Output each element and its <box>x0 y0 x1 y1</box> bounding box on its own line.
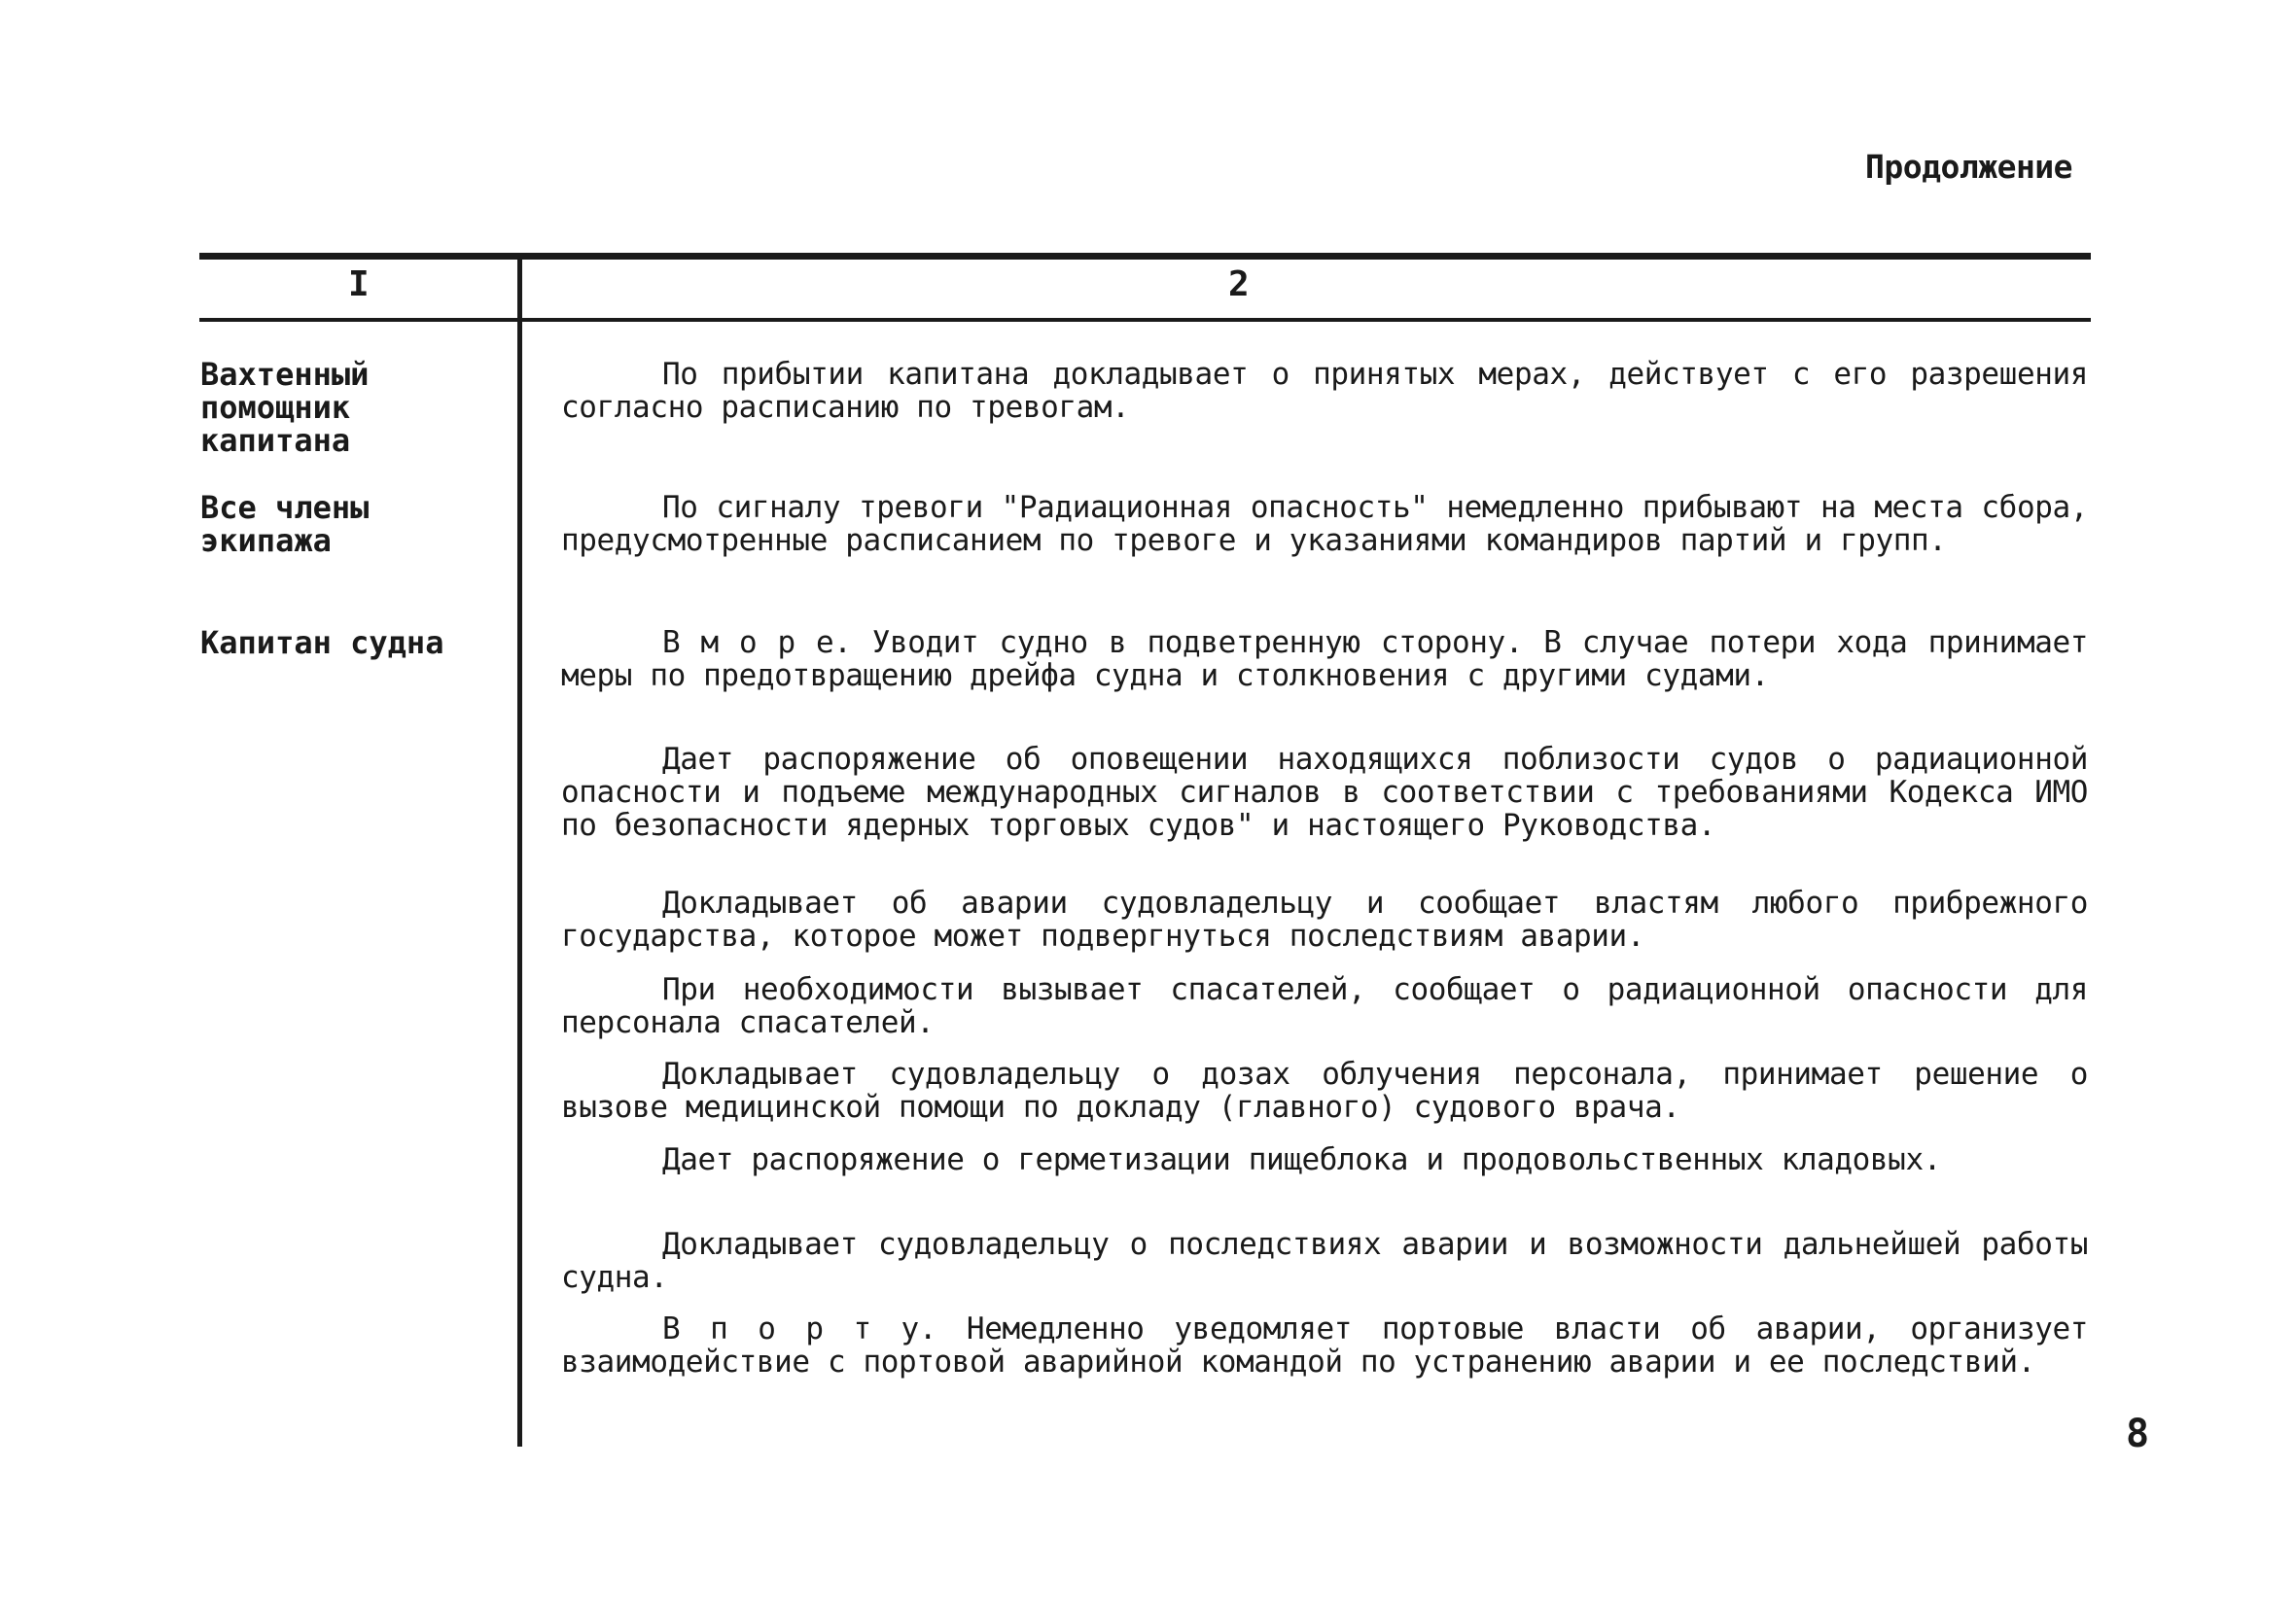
role-line: Капитан судна <box>200 624 444 661</box>
duty-paragraph: В п о р т у. Немедленно уведомляет портовые власти об аварии, организует взаимодействие с портовой аварийной командой по устранению аварии и ее последствий. <box>561 1311 2088 1380</box>
continuation-header: Продолжение <box>1865 148 2073 186</box>
table-column-divider <box>517 253 522 1447</box>
table-top-rule <box>199 253 2091 260</box>
role-watch-officer <box>200 358 512 457</box>
duty-paragraph: По прибытии капитана докладывает о принятых мерах, действует с его разрешения согласно расписанию по тревогам. <box>561 357 2088 425</box>
role-all-crew <box>200 491 512 557</box>
column-header-2: 2 <box>1228 264 1250 304</box>
role-line: экипажа <box>200 522 332 559</box>
duty-paragraph: Докладывает об аварии судовладельцу и сообщает властям любого прибрежного государства, которое может подвергнуться последствиям аварии. <box>561 886 2088 954</box>
duty-paragraph: При необходимости вызывает спасателей, сообщает о радиационной опасности для персонала спасателей. <box>561 972 2088 1040</box>
column-header-1: I <box>348 264 370 304</box>
role-line: Все члены <box>200 489 370 526</box>
role-line: помощник <box>200 389 351 426</box>
duty-paragraph: По сигналу тревоги "Радиационная опасность" немедленно прибывают на места сбора, предусмотренные расписанием по тревоге и указаниями командиров партий и групп. <box>561 490 2088 558</box>
duty-paragraph: Дает распоряжение о герметизации пищеблока и продовольственных кладовых. <box>662 1142 1941 1177</box>
duty-paragraph: Докладывает судовладельцу о последствиях аварии и возможности дальнейшей работы судна. <box>561 1227 2088 1295</box>
role-line: Вахтенный <box>200 356 370 393</box>
duty-paragraph: В м о р е. Уводит судно в подветренную сторону. В случае потери хода принимает меры по предотвращению дрейфа судна и столкновения с другими судами. <box>561 625 2088 693</box>
role-captain <box>200 626 512 659</box>
role-line: капитана <box>200 422 351 459</box>
page-number: 8 <box>2126 1412 2150 1456</box>
table-header-rule <box>199 318 2091 322</box>
duty-paragraph: Докладывает судовладельцу о дозах облучения персонала, принимает решение о вызове медицинской помощи по докладу (главного) судового врача. <box>561 1057 2088 1125</box>
duty-paragraph: Дает распоряжение об оповещении находящихся поблизости судов о радиационной опасности и подъеме международных сигналов в соответствии с требованиями Кодекса ИМО по безопасности ядерных торговых судов" и настоящего Руководства. <box>561 742 2088 843</box>
